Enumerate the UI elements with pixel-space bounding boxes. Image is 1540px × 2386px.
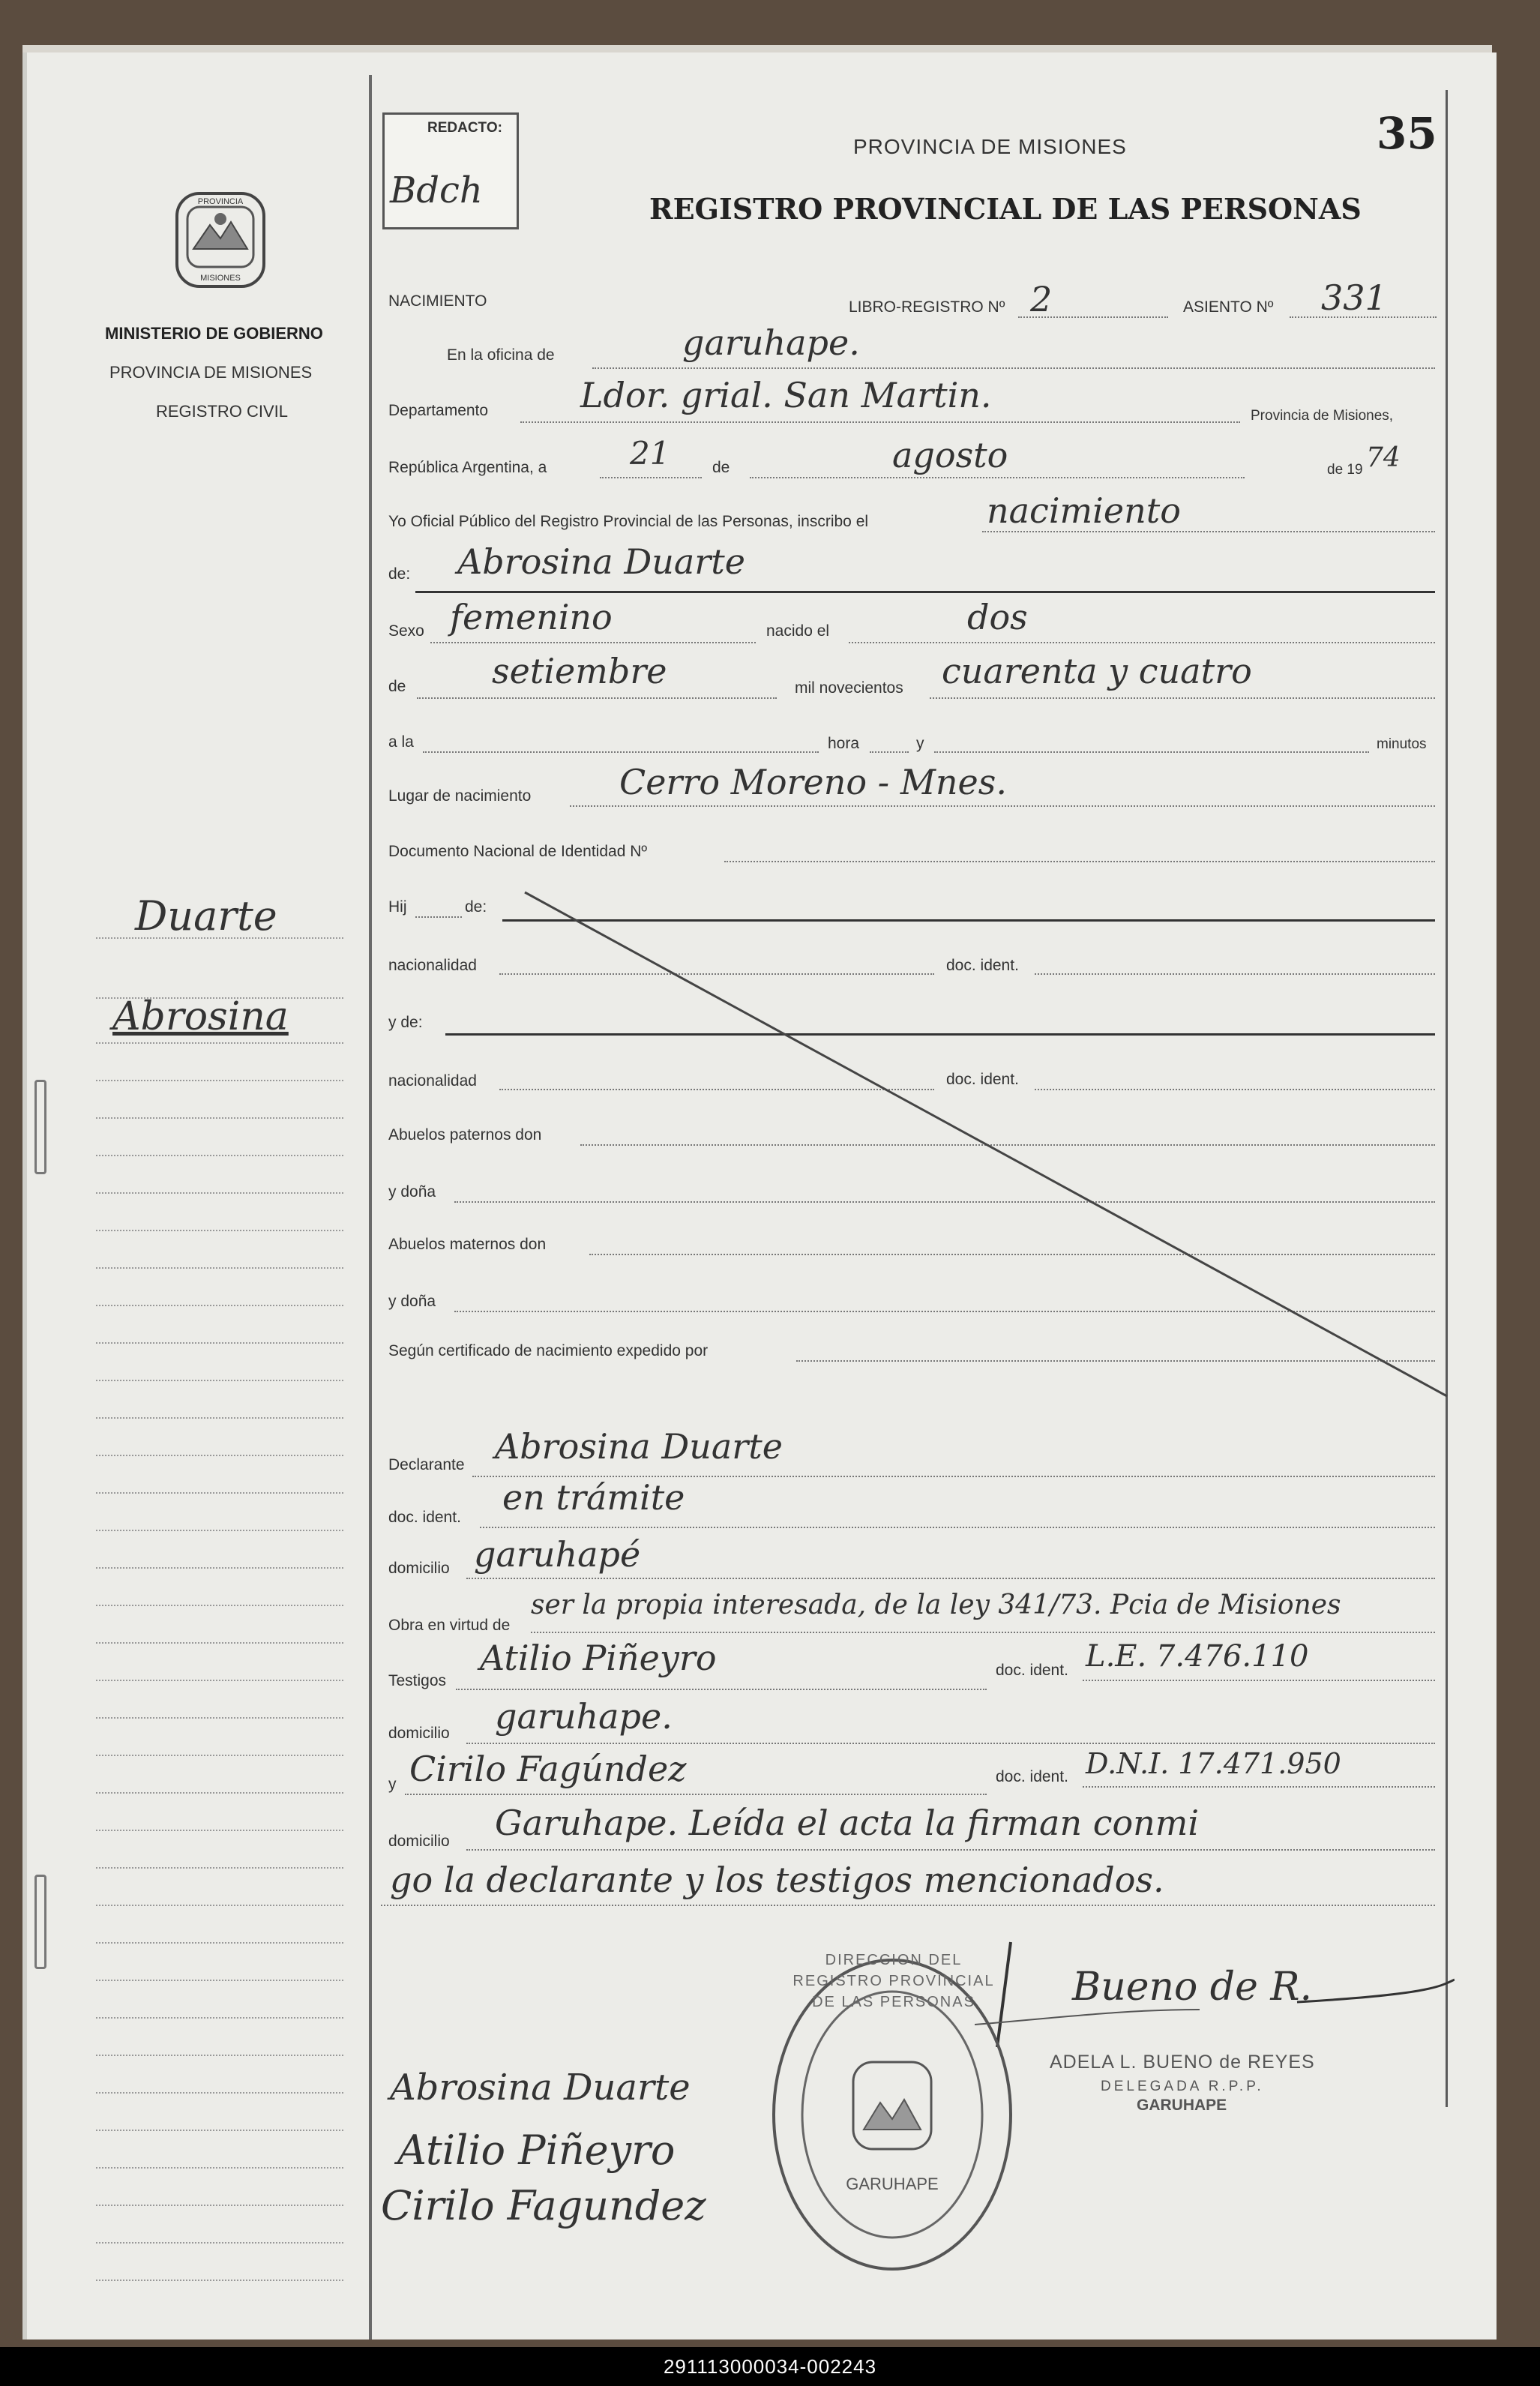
nombre-value: Abrosina Duarte bbox=[457, 541, 745, 582]
abuelos-paternos-label: Abuelos paternos don bbox=[388, 1126, 542, 1144]
header-province: PROVINCIA DE MISIONES bbox=[853, 135, 1127, 158]
departamento-value: Ldor. grial. San Martin. bbox=[580, 375, 992, 415]
mes-value: agosto bbox=[892, 435, 1008, 475]
nacimiento-label: NACIMIENTO bbox=[388, 292, 487, 310]
libro-label: LIBRO-REGISTRO Nº bbox=[849, 298, 1005, 316]
doc-ident-2-label: doc. ident. bbox=[946, 1071, 1019, 1088]
oficial-value: nacimiento bbox=[987, 490, 1181, 531]
svg-text:PROVINCIA: PROVINCIA bbox=[197, 197, 244, 206]
official-stamp-place: GARUHAPE bbox=[1137, 2097, 1227, 2114]
domicilio-line bbox=[466, 1578, 1435, 1579]
ministry-label: MINISTERIO DE GOBIERNO bbox=[105, 324, 323, 343]
testigo2-doc-line bbox=[1083, 1786, 1435, 1788]
sexo-label: Sexo bbox=[388, 622, 424, 640]
obra-label: Obra en virtud de bbox=[388, 1617, 511, 1634]
redacto-initials: Bdch bbox=[390, 169, 483, 211]
domicilio-label: domicilio bbox=[388, 1560, 450, 1577]
redacto-label: REDACTO: bbox=[427, 120, 502, 136]
asiento-value: 331 bbox=[1321, 277, 1387, 318]
nacionalidad-2-label: nacionalidad bbox=[388, 1072, 477, 1090]
declarante-value: Abrosina Duarte bbox=[495, 1426, 783, 1467]
archive-id: 291113000034-002243 bbox=[0, 2347, 1540, 2386]
obra-value: ser la propia interesada, de la ley 341/73. Pcia de Misiones bbox=[531, 1590, 1341, 1620]
y-label: y bbox=[916, 735, 924, 752]
abuelos-maternos-label: Abuelos maternos don bbox=[388, 1236, 547, 1253]
anio-label: de 19 bbox=[1327, 462, 1363, 478]
de-label: de bbox=[712, 459, 730, 476]
anio-nac-value: cuarenta y cuatro bbox=[942, 651, 1252, 691]
minutos-label: minutos bbox=[1377, 736, 1427, 752]
doc-ident-1-label: doc. ident. bbox=[946, 957, 1019, 974]
official-stamp-name: ADELA L. BUENO de REYES bbox=[1050, 2052, 1315, 2073]
svg-text:MISIONES: MISIONES bbox=[200, 274, 241, 283]
seal-text: DIRECCION DEL REGISTRO PROVINCIAL DE LAS PERSONAS bbox=[792, 1952, 995, 2010]
dia-value: 21 bbox=[630, 435, 670, 472]
declarante-label: Declarante bbox=[388, 1456, 465, 1473]
testigo1-doc-line bbox=[1083, 1680, 1435, 1681]
departamento-label: Departamento bbox=[388, 402, 489, 419]
official-signature: Bueno de R. bbox=[1072, 1965, 1313, 2010]
oficina-value: garuhape. bbox=[682, 322, 860, 363]
nacido-label: nacido el bbox=[766, 622, 830, 640]
official-stamp-title: DELEGADA R.P.P. bbox=[1101, 2079, 1264, 2094]
header-title: REGISTRO PROVINCIAL DE LAS PERSONAS bbox=[649, 192, 1362, 226]
testigo2-line bbox=[405, 1794, 987, 1795]
margin-surname: Duarte bbox=[135, 892, 277, 940]
testigo2-value: Cirilo Fagúndez bbox=[409, 1749, 687, 1789]
decl-doc-label: doc. ident. bbox=[388, 1509, 461, 1526]
mes-nac-value: setiembre bbox=[492, 651, 667, 691]
domicilio3-value: Garuhape. Leída el acta la firman conmi bbox=[495, 1803, 1200, 1843]
hij-de-label: de: bbox=[465, 898, 487, 916]
y-dona-1-label: y doña bbox=[388, 1183, 436, 1200]
signature-abrosina: Abrosina Duarte bbox=[390, 2067, 691, 2109]
asiento-label: ASIENTO Nº bbox=[1183, 298, 1274, 316]
libro-value: 2 bbox=[1030, 279, 1053, 319]
republica-label: República Argentina, a bbox=[388, 459, 547, 476]
domicilio-value: garuhapé bbox=[474, 1534, 641, 1575]
signature-cirilo: Cirilo Fagundez bbox=[381, 2182, 706, 2229]
a-la-label: a la bbox=[388, 733, 414, 751]
dni-label: Documento Nacional de Identidad Nº bbox=[388, 843, 648, 860]
testigo2-doc-label: doc. ident. bbox=[996, 1768, 1068, 1785]
testigo1-value: Atilio Piñeyro bbox=[480, 1638, 717, 1678]
de2-label: de: bbox=[388, 565, 411, 583]
de3-label: de bbox=[388, 678, 406, 695]
decl-doc-line bbox=[480, 1527, 1435, 1528]
margin-given-name: Abrosina bbox=[112, 994, 289, 1039]
segun-label: Según certificado de nacimiento expedido por bbox=[388, 1342, 709, 1359]
domicilio3-line bbox=[466, 1849, 1435, 1851]
y2-label: y bbox=[388, 1776, 397, 1793]
y-de-label: y de: bbox=[388, 1014, 423, 1031]
left-province-label: PROVINCIA DE MISIONES bbox=[109, 363, 313, 382]
registry-label: REGISTRO CIVIL bbox=[156, 402, 289, 421]
domicilio2-line bbox=[466, 1743, 1435, 1744]
nacido-value: dos bbox=[967, 597, 1028, 637]
testigo2-doc-value: D.N.I. 17.471.950 bbox=[1086, 1747, 1341, 1780]
testigos-label: Testigos bbox=[388, 1672, 447, 1689]
domicilio3-label: domicilio bbox=[388, 1833, 450, 1850]
svg-text:GARUHAPE: GARUHAPE bbox=[846, 2175, 939, 2193]
oficial-label: Yo Oficial Público del Registro Provincial de las Personas, inscribo el bbox=[388, 513, 869, 530]
mil-label: mil novecientos bbox=[795, 679, 903, 697]
testigo1-doc-label: doc. ident. bbox=[996, 1662, 1068, 1679]
decl-doc-value: en trámite bbox=[502, 1477, 685, 1518]
oficina-label: En la oficina de bbox=[447, 346, 555, 364]
domicilio2-label: domicilio bbox=[388, 1725, 450, 1742]
anio-value: 74 bbox=[1366, 442, 1401, 473]
hij-label: Hij bbox=[388, 898, 407, 916]
lugar-value: Cerro Moreno - Mnes. bbox=[619, 762, 1008, 802]
domicilio2-value: garuhape. bbox=[495, 1696, 673, 1737]
obra-line bbox=[531, 1632, 1435, 1633]
testigo1-doc-value: L.E. 7.476.110 bbox=[1086, 1639, 1309, 1674]
closing-value: go la declarante y los testigos mencionados. bbox=[390, 1860, 1164, 1900]
closing-line bbox=[381, 1905, 1435, 1906]
sexo-value: femenino bbox=[450, 597, 613, 637]
testigo1-line bbox=[456, 1689, 987, 1690]
hora-label: hora bbox=[828, 735, 860, 752]
signature-atilio: Atilio Piñeyro bbox=[397, 2127, 676, 2174]
nacionalidad-1-label: nacionalidad bbox=[388, 957, 477, 974]
provincia-label: Provincia de Misiones, bbox=[1251, 408, 1394, 424]
lugar-label: Lugar de nacimiento bbox=[388, 787, 532, 805]
y-dona-2-label: y doña bbox=[388, 1293, 436, 1310]
page-number: 35 bbox=[1377, 108, 1437, 159]
